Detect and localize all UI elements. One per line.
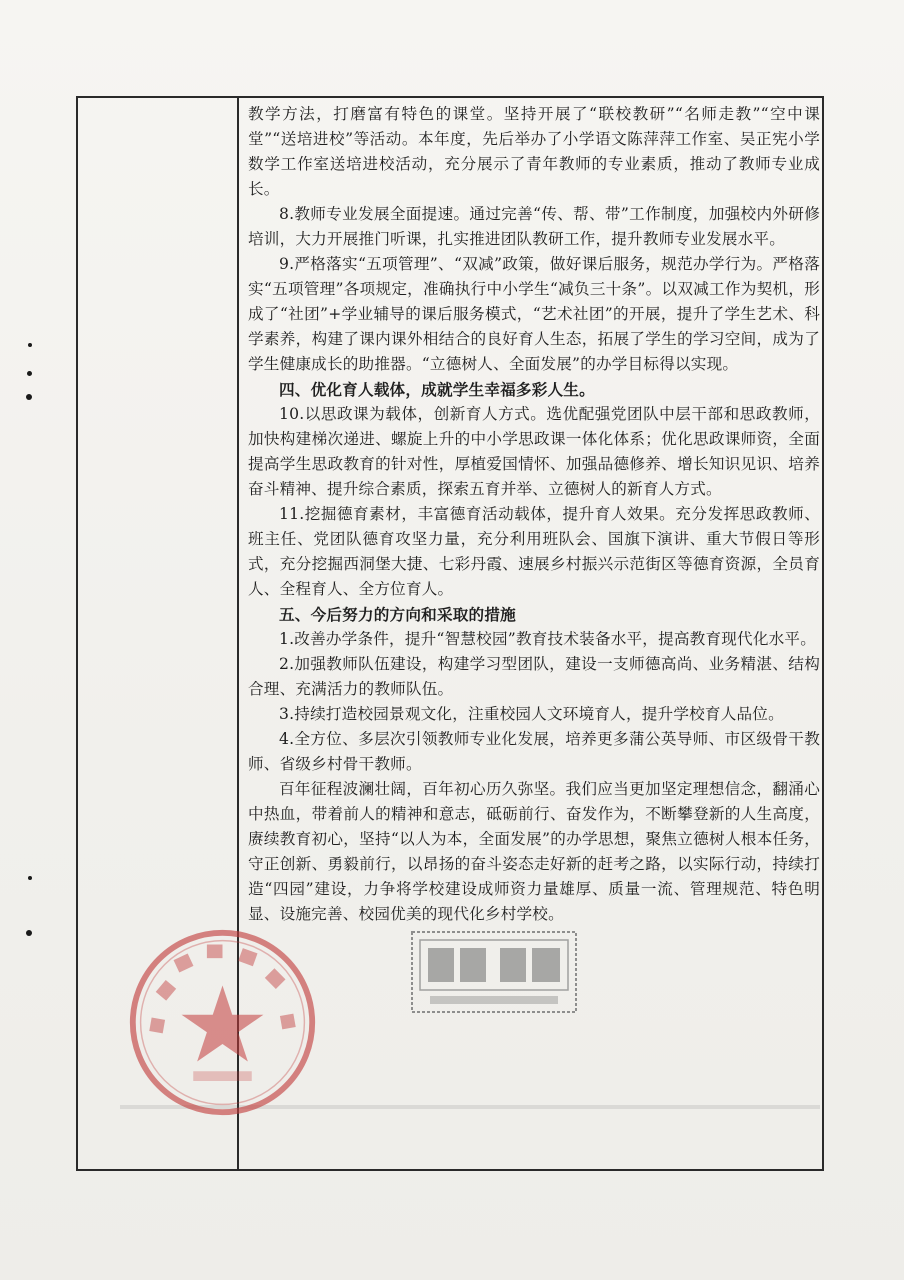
round-seal-icon: [125, 925, 320, 1120]
binding-hole: [28, 876, 32, 880]
binding-hole: [28, 343, 32, 347]
binding-hole: [26, 930, 32, 936]
binding-hole: [27, 371, 32, 376]
paragraph: 11.挖掘德育素材，丰富德育活动载体，提升育人效果。充分发挥思政教师、班主任、党团队德育攻坚力量，充分利用班队会、国旗下演讲、重大节假日等形式，充分挖掘西洞堡大捷、七彩丹霞、速展乡村振兴示范街区等德育资源，全员育人、全程育人、全方位育人。: [248, 505, 820, 598]
section-heading: 五、今后努力的方向和采取的措施: [279, 605, 516, 624]
paragraph: 10.以思政课为载体，创新育人方式。选优配强党团队中层干部和思政教师，加快构建梯次递进、螺旋上升的中小学思政课一体化体系；优化思政课师资，全面提高学生思政教育的针对性，厚植爱国情怀、加强品德修养、增长知识见识、培养奋斗精神、提升综合素质，探索五育并举、立德树人的新育人方式。: [248, 405, 820, 498]
paragraph: 教学方法，打磨富有特色的课堂。坚持开展了“联校教研”“名师走教”“空中课堂”“送培进校”等活动。本年度，先后举办了小学语文陈萍萍工作室、吴正宪小学数学工作室送培进校活动，充分展示了青年教师的专业素质，推动了教师专业成长。: [248, 105, 820, 198]
rectangular-stamp-icon: [410, 930, 578, 1014]
report-content: [248, 102, 820, 927]
paragraph: 2.加强教师队伍建设，构建学习型团队，建设一支师德高尚、业务精湛、结构合理、充满活力的教师队伍。: [248, 655, 820, 698]
paragraph: 4.全方位、多层次引领教师专业化发展，培养更多蒲公英导师、市区级骨干教师、省级乡村骨干教师。: [248, 730, 820, 773]
binding-hole: [26, 394, 32, 400]
section-heading: 四、优化育人载体，成就学生幸福多彩人生。: [279, 380, 595, 399]
paragraph: 百年征程波澜壮阔，百年初心历久弥坚。我们应当更加坚定理想信念，翻涌心中热血，带着前人的精神和意志，砥砺前行、奋发作为，不断攀登新的人生高度，赓续教育初心，坚持“以人为本，全面发展”的办学思想，聚焦立德树人根本任务，守正创新、勇毅前行，以昂扬的奋斗姿态走好新的赶考之路，以实际行动，持续打造“四园”建设，力争将学校建设成师资力量雄厚、质量一流、管理规范、特色明显、设施完善、校园优美的现代化乡村学校。: [248, 780, 820, 923]
paragraph: 8.教师专业发展全面提速。通过完善“传、帮、带”工作制度，加强校内外研修培训，大力开展推门听课，扎实推进团队教研工作，提升教师专业发展水平。: [248, 205, 820, 248]
paragraph: 9.严格落实“五项管理”、“双减”政策，做好课后服务，规范办学行为。严格落实“五项管理”各项规定，准确执行中小学生“减负三十条”。以双减工作为契机，形成了“社团”+学业辅导的课后服务模式，“艺术社团”的开展，提升了学生艺术、科学素养，构建了课内课外相结合的良好育人生态，拓展了学生的学习空间，成为了学生健康成长的助推器。“立德树人、全面发展”的办学目标得以实现。: [248, 255, 820, 373]
paragraph: 1.改善办学条件，提升“智慧校园”教育技术装备水平，提高教育现代化水平。: [279, 630, 817, 648]
paragraph: 3.持续打造校园景观文化，注重校园人文环境育人，提升学校育人品位。: [279, 705, 784, 723]
